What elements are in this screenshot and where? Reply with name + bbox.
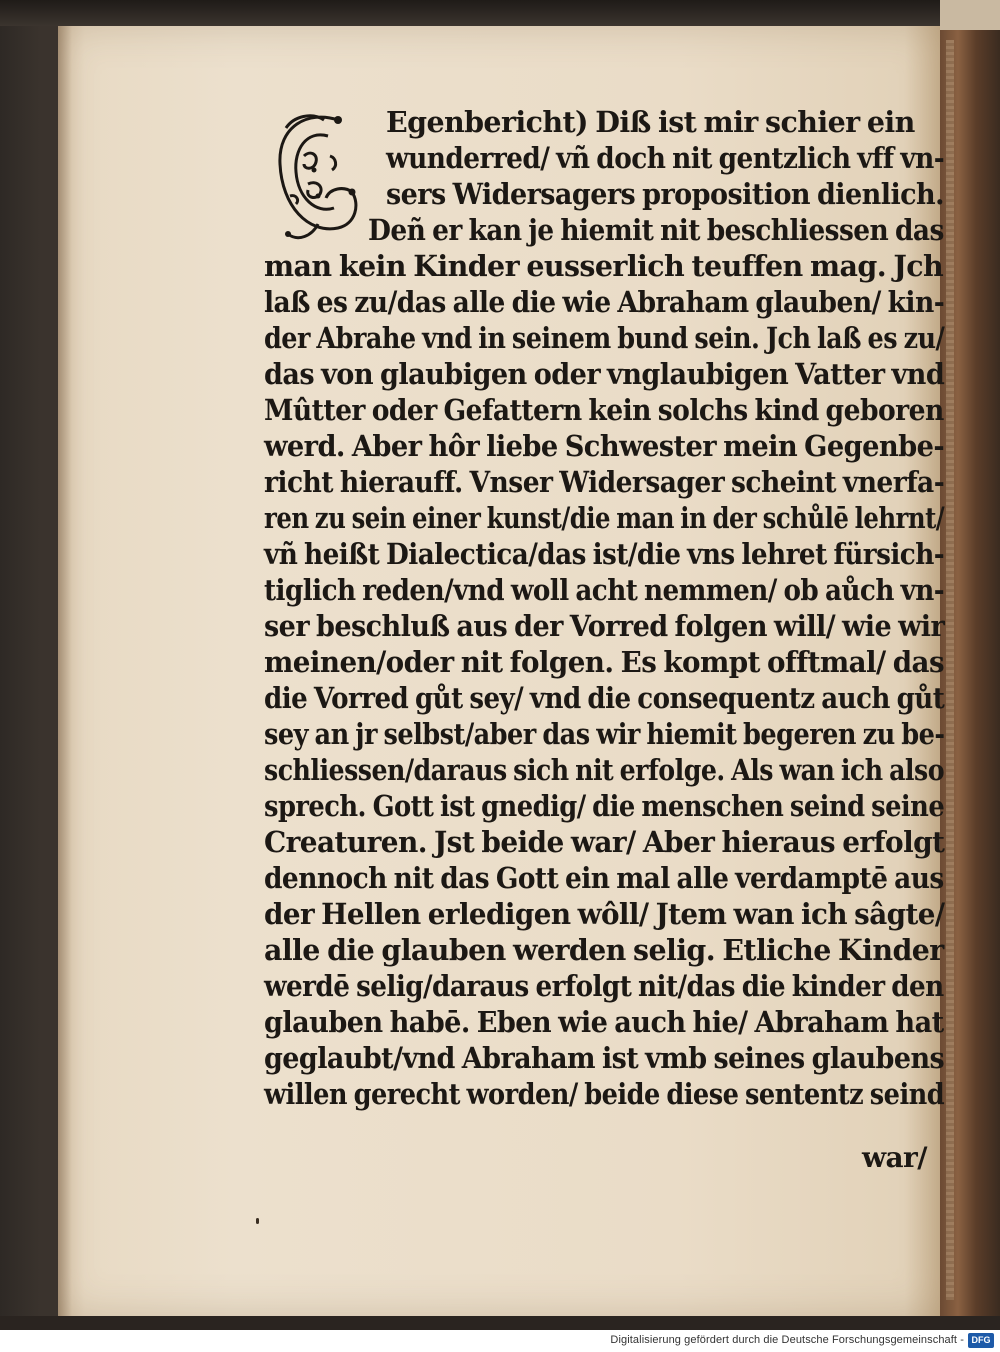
text-line: Egenbericht) Diß ist mir schier ein — [386, 105, 915, 139]
text-line: die Vorred gůt sey/ vnd die consequentz auch gůt — [264, 681, 945, 715]
text-line: meinen/oder nit folgen. Es kompt offtmal/ das — [264, 645, 944, 679]
text-line: werdē selig/daraus erfolgt nit/das die kinder den — [264, 969, 944, 1003]
text-line: richt hierauff. Vnser Widersager scheint vnerfa- — [264, 465, 945, 499]
text-line: der Abrahe vnd in seinem bund sein. Jch laß es zu/ — [264, 321, 945, 355]
text-line: laß es zu/das alle die wie Abraham glauben/ kin- — [264, 285, 945, 319]
ornamental-initial-g-icon — [268, 106, 364, 252]
text-line: Mûtter oder Gefattern kein solchs kind geboren — [264, 393, 944, 427]
text-line: Deñ er kan je hiemit nit beschliessen das — [368, 213, 944, 247]
text-line: der Hellen erledigen wôll/ Jtem wan ich sâgte/ — [264, 897, 945, 931]
text-line: sey an jr selbst/aber das wir hiemit begeren zu be- — [264, 717, 945, 751]
text-line: werd. Aber hôr liebe Schwester mein Gegenbe- — [264, 429, 945, 463]
catchword: war/ — [862, 1141, 927, 1174]
scanner-top-edge — [0, 0, 1000, 26]
text-line: alle die glauben werden selig. Etliche Kinder — [264, 933, 944, 967]
text-line: man kein Kinder eusserlich teuffen mag. Jch — [264, 249, 944, 283]
paper-speck — [256, 1218, 259, 1224]
text-line: das von glaubigen oder vnglaubigen Vatter vnd — [264, 357, 945, 391]
text-line: glauben habē. Eben wie auch hie/ Abraham hat — [264, 1005, 944, 1039]
text-line: schliessen/daraus sich nit erfolge. Als wan ich also — [264, 753, 945, 787]
text-line: sers Widersagers proposition dienlich. — [386, 177, 945, 211]
text-line: vñ heißt Dialectica/das ist/die vns lehret fürsich- — [264, 537, 945, 571]
text-line: ser beschluß aus der Vorred folgen will/ wie wir — [264, 609, 945, 643]
text-line: willen gerecht worden/ beide diese sententz seind — [264, 1077, 945, 1111]
text-line: tiglich reden/vnd woll acht nemmen/ ob aůch vn- — [264, 573, 945, 607]
text-line: wunderred/ vñ doch nit gentzlich vff vn- — [386, 141, 945, 175]
text-line: Creaturen. Jst beide war/ Aber hieraus erfolgt — [264, 825, 945, 859]
color-target-corner — [940, 0, 1000, 30]
footer-credit: Digitalisierung gefördert durch die Deutsche Forschungsgemeinschaft - — [610, 1334, 964, 1346]
text-line: geglaubt/vnd Abraham ist vmb seines glaubens — [264, 1041, 945, 1075]
text-line: dennoch nit das Gott ein mal alle verdamptē aus — [264, 861, 944, 895]
book-fore-edge — [940, 0, 1000, 1330]
text-line: ren zu sein einer kunst/die man in der schůlē lehrnt/ — [264, 501, 945, 535]
dfg-logo-icon: DFG — [968, 1333, 994, 1348]
scanner-bottom-edge — [0, 1316, 1000, 1330]
footer-bar — [0, 1330, 1000, 1352]
text-line: sprech. Gott ist gnedig/ die menschen seind seine — [264, 789, 945, 823]
